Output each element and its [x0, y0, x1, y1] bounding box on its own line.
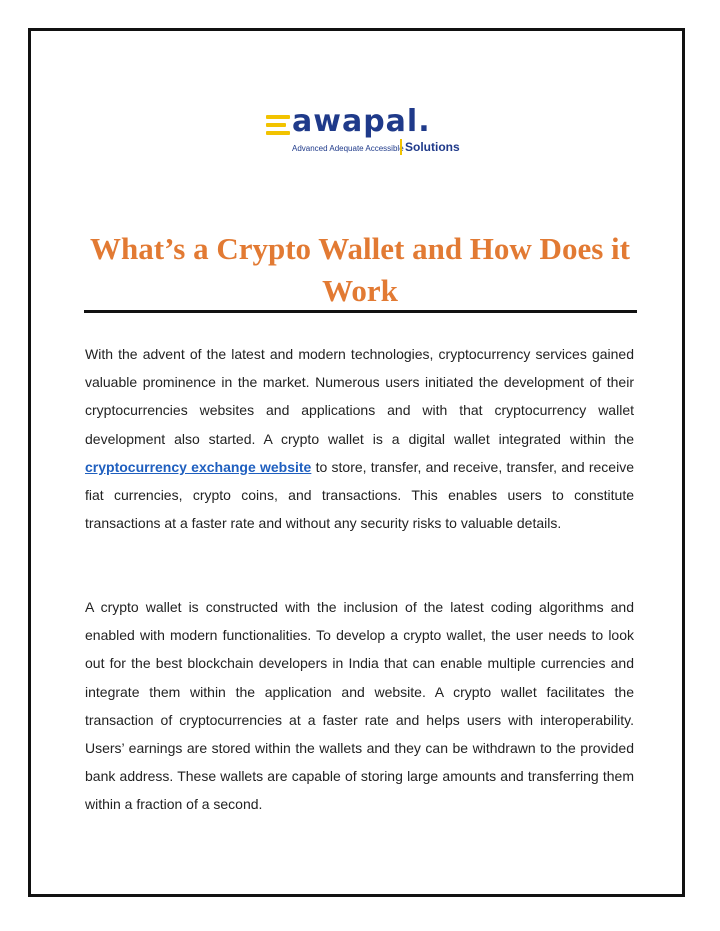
paragraph-1-text-start: With the advent of the latest and modern technologies, cryptocurrency services gained valuable prominence in the market. Numerous users initiated the development of their cryptocurrencies websites and applications and with that cryptocurrency wallet development also started. A crypto wallet is a digital wallet integrated within the [85, 346, 634, 447]
logo-bars-icon [266, 115, 290, 135]
logo-tagline: Advanced Adequate Accessible [292, 144, 404, 153]
title-divider [84, 310, 637, 313]
company-logo [266, 104, 460, 158]
paragraph-1 [85, 340, 634, 537]
paragraph-2: A crypto wallet is constructed with the inclusion of the latest coding algorithms and enabled with modern functionalities. To develop a crypto wallet, the user needs to look out for the best blockchain developers in India that can enable multiple currencies and integrate them within the application and website. A crypto wallet facilitates the transaction of cryptocurrencies at a faster rate and helps users with interoperability. Users’ earnings are stored within the wallets and they can be withdrawn to the provided bank address. These wallets are capable of storing large amounts and transferring them within a fraction of a second. [85, 599, 634, 813]
logo-solutions: Solutions [400, 139, 460, 155]
logo-wordmark: awapal. [292, 104, 431, 139]
document-title: What’s a Crypto Wallet and How Does it Work [90, 231, 630, 308]
crypto-exchange-website-link[interactable]: cryptocurrency exchange website [85, 458, 312, 475]
paragraph-1-text-end: to store, transfer, and receive, transfer, and receive fiat currencies, crypto coins, and transactions. This enables users to constitute transactions at a faster rate and without any security risks to valuable details. [85, 458, 634, 532]
